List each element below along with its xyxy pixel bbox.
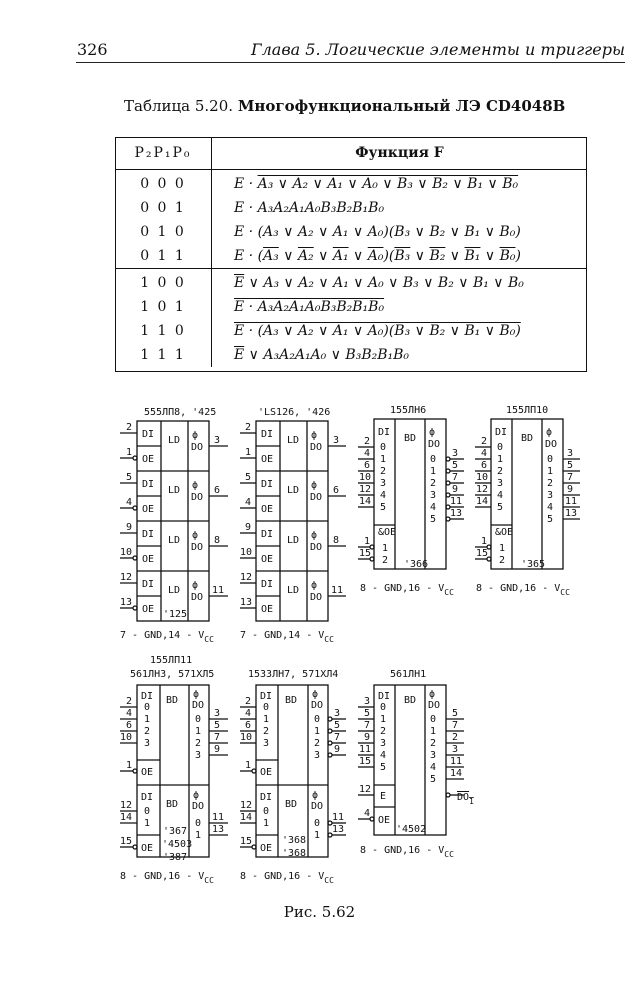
- svg-text:DI: DI: [142, 579, 155, 590]
- chip2-power: $7 - GND,14 - V_{CC}$: [240, 630, 334, 644]
- svg-text:9: 9: [452, 484, 459, 495]
- svg-text:4: 4: [380, 750, 387, 761]
- chip2-title: 'LS126, '426: [258, 407, 331, 418]
- svg-text:11: 11: [565, 496, 578, 507]
- chip5-power: $8 - GND,16 - V_{CC}$: [120, 871, 214, 885]
- svg-text:13: 13: [450, 508, 463, 519]
- svg-text:2: 2: [126, 422, 133, 433]
- svg-text:2: 2: [497, 466, 504, 477]
- svg-text:1: 1: [497, 454, 504, 465]
- chip7-note: '4502: [396, 824, 427, 835]
- svg-text:1: 1: [245, 760, 252, 771]
- svg-text:ϕ: ϕ: [312, 689, 319, 700]
- chip6-power: $8 - GND,16 - V_{CC}$: [240, 871, 334, 885]
- svg-text:10: 10: [120, 547, 133, 558]
- svg-text:5: 5: [497, 502, 504, 513]
- svg-text:ϕ: ϕ: [312, 790, 319, 801]
- svg-text:6: 6: [333, 485, 340, 496]
- svg-text:12: 12: [476, 484, 489, 495]
- svg-text:7: 7: [452, 472, 459, 483]
- svg-text:3: 3: [547, 490, 554, 501]
- table-row: [115, 343, 587, 367]
- table-row: [115, 244, 587, 269]
- svg-text:5: 5: [452, 708, 459, 719]
- table-header-row: [115, 137, 587, 170]
- svg-text:2: 2: [144, 726, 151, 737]
- chip6-note1: '368: [282, 835, 307, 846]
- svg-text:3: 3: [334, 708, 341, 719]
- svg-text:5: 5: [547, 514, 554, 525]
- svg-text:OE: OE: [261, 504, 274, 515]
- svg-text:BD: BD: [285, 799, 298, 810]
- svg-text:OE: OE: [141, 843, 154, 854]
- svg-text:9: 9: [245, 522, 252, 533]
- svg-text:1: 1: [380, 454, 387, 465]
- svg-text:12: 12: [359, 484, 372, 495]
- svg-text:13: 13: [120, 597, 133, 608]
- svg-text:6: 6: [126, 720, 133, 731]
- col-header-p: P₂P₁P₀: [115, 137, 212, 170]
- table-row: [115, 319, 587, 343]
- svg-text:3: 3: [380, 478, 387, 489]
- svg-text:11: 11: [450, 756, 463, 767]
- svg-text:11: 11: [359, 744, 372, 755]
- svg-text:DI: DI: [142, 479, 155, 490]
- svg-text:2: 2: [499, 555, 506, 566]
- svg-text:2: 2: [380, 726, 387, 737]
- svg-text:2: 2: [195, 738, 202, 749]
- table-row: [115, 196, 587, 220]
- svg-text:3: 3: [430, 490, 437, 501]
- svg-text:OE: OE: [261, 454, 274, 465]
- svg-text:15: 15: [120, 836, 133, 847]
- chip7-power: $8 - GND,16 - V_{CC}$: [360, 845, 454, 859]
- row-code: 0 1 1: [115, 244, 212, 269]
- svg-text:LD: LD: [168, 485, 181, 496]
- row-code: 1 0 0: [115, 269, 212, 296]
- svg-text:0: 0: [195, 714, 202, 725]
- svg-text:4: 4: [430, 762, 437, 773]
- svg-text:1: 1: [382, 543, 389, 554]
- svg-text:1: 1: [263, 818, 270, 829]
- chip3-title: 155ЛН6: [390, 405, 427, 416]
- chip4-power: $8 - GND,16 - V_{CC}$: [476, 583, 570, 597]
- svg-text:6: 6: [245, 720, 252, 731]
- svg-text:ϕ: ϕ: [192, 580, 199, 591]
- chip5-note3: '387: [163, 852, 188, 863]
- svg-text:ϕ: ϕ: [311, 430, 318, 441]
- svg-text:11: 11: [450, 496, 463, 507]
- svg-text:DO: DO: [310, 442, 323, 453]
- chip-561ln1: [358, 685, 464, 835]
- chip4-title: 155ЛП10: [506, 405, 549, 416]
- svg-text:14: 14: [450, 768, 463, 779]
- svg-text:4: 4: [245, 708, 252, 719]
- svg-text:2: 2: [481, 436, 488, 447]
- svg-text:8: 8: [333, 535, 340, 546]
- svg-text:DO: DO: [191, 442, 204, 453]
- svg-text:3: 3: [567, 448, 574, 459]
- svg-text:10: 10: [359, 472, 372, 483]
- svg-text:4: 4: [547, 502, 554, 513]
- svg-text:DO: DO: [310, 542, 323, 553]
- chip6-note2: '368: [282, 848, 307, 859]
- svg-text:ϕ: ϕ: [311, 580, 318, 591]
- svg-text:DO: DO: [545, 439, 558, 450]
- svg-text:BD: BD: [285, 695, 298, 706]
- svg-text:5: 5: [430, 514, 437, 525]
- svg-text:OE: OE: [261, 604, 274, 615]
- svg-text:1: 1: [499, 543, 506, 554]
- svg-text:0: 0: [430, 714, 437, 725]
- svg-text:12: 12: [240, 800, 253, 811]
- svg-text:1: 1: [314, 726, 321, 737]
- table-row: [115, 295, 587, 319]
- chip-1533ln7: [240, 685, 346, 857]
- header-rule: [76, 62, 625, 63]
- svg-text:0: 0: [144, 702, 151, 713]
- svg-text:DI: DI: [141, 691, 154, 702]
- svg-text:OE: OE: [260, 767, 273, 778]
- svg-text:BD: BD: [521, 433, 534, 444]
- svg-text:DI: DI: [260, 691, 273, 702]
- svg-text:3: 3: [430, 750, 437, 761]
- svg-text:0: 0: [263, 702, 270, 713]
- svg-text:ϕ: ϕ: [192, 480, 199, 491]
- svg-text:15: 15: [359, 756, 372, 767]
- svg-text:DO: DO: [192, 801, 205, 812]
- svg-text:2: 2: [452, 732, 459, 743]
- svg-text:7: 7: [364, 720, 371, 731]
- svg-text:DI: DI: [260, 792, 273, 803]
- svg-text:1: 1: [245, 447, 252, 458]
- svg-text:2: 2: [263, 726, 270, 737]
- svg-text:1: 1: [144, 714, 151, 725]
- svg-text:BD: BD: [404, 433, 417, 444]
- chip1-note: '125: [163, 609, 188, 620]
- chip1-title: 555ЛП8, '425: [144, 407, 217, 418]
- svg-text:5: 5: [334, 720, 341, 731]
- svg-text:1: 1: [430, 726, 437, 737]
- svg-text:BD: BD: [166, 695, 179, 706]
- svg-text:7: 7: [334, 732, 341, 743]
- svg-text:7: 7: [452, 720, 459, 731]
- chip-diagrams: [0, 395, 639, 895]
- svg-text:LD: LD: [168, 585, 181, 596]
- svg-text:3: 3: [452, 744, 459, 755]
- svg-text:1: 1: [126, 760, 133, 771]
- svg-text:12: 12: [120, 572, 133, 583]
- row-function: E · A₃A₂A₁A₀B₃B₂B₁B₀: [234, 299, 385, 315]
- svg-text:6: 6: [364, 460, 371, 471]
- svg-text:DO: DO: [192, 700, 205, 711]
- svg-text:9: 9: [567, 484, 574, 495]
- svg-text:0: 0: [497, 442, 504, 453]
- svg-text:4: 4: [126, 497, 133, 508]
- svg-text:3: 3: [497, 478, 504, 489]
- svg-text:2: 2: [364, 436, 371, 447]
- svg-text:10: 10: [240, 732, 253, 743]
- svg-text:6: 6: [214, 485, 221, 496]
- svg-text:2: 2: [430, 478, 437, 489]
- svg-text:1: 1: [430, 466, 437, 477]
- svg-text:1: 1: [126, 447, 133, 458]
- svg-text:DI: DI: [261, 429, 274, 440]
- chip5-note2: '4503: [162, 839, 193, 850]
- row-code: 0 0 1: [115, 196, 212, 220]
- svg-text:DI: DI: [261, 479, 274, 490]
- svg-text:LD: LD: [168, 535, 181, 546]
- svg-text:DI: DI: [378, 427, 391, 438]
- svg-text:OE: OE: [260, 843, 273, 854]
- svg-text:5: 5: [452, 460, 459, 471]
- svg-text:5: 5: [430, 774, 437, 785]
- svg-text:3: 3: [333, 435, 340, 446]
- svg-text:8: 8: [214, 535, 221, 546]
- svg-text:DO: DO: [428, 439, 441, 450]
- svg-text:5: 5: [380, 762, 387, 773]
- svg-text:DO: DO: [311, 801, 324, 812]
- svg-text:ϕ: ϕ: [546, 427, 553, 438]
- svg-text:10: 10: [476, 472, 489, 483]
- svg-text:3: 3: [314, 750, 321, 761]
- svg-text:OE: OE: [378, 815, 391, 826]
- row-function: E · (A₃ ∨ A₂ ∨ A₁ ∨ A₀)(B₃ ∨ B₂ ∨ B₁ ∨ B₀): [234, 248, 521, 264]
- svg-text:5: 5: [567, 460, 574, 471]
- svg-text:DI: DI: [141, 792, 154, 803]
- svg-text:DO: DO: [310, 592, 323, 603]
- svg-text:DI: DI: [142, 429, 155, 440]
- svg-text:LD: LD: [287, 535, 300, 546]
- chip5-title1: 155ЛП11: [150, 655, 193, 666]
- row-code: 0 1 0: [115, 220, 212, 244]
- svg-text:2: 2: [314, 738, 321, 749]
- svg-text:5: 5: [245, 472, 252, 483]
- svg-text:BD: BD: [166, 799, 179, 810]
- svg-text:DO: DO: [191, 542, 204, 553]
- chip6-title: 1533ЛН7, 571ХЛ4: [248, 669, 339, 680]
- row-code: 0 0 0: [115, 170, 212, 197]
- svg-text:5: 5: [126, 472, 133, 483]
- svg-text:13: 13: [565, 508, 578, 519]
- svg-text:DO: DO: [191, 492, 204, 503]
- svg-text:&OE: &OE: [495, 527, 514, 538]
- svg-text:1: 1: [364, 536, 371, 547]
- svg-text:15: 15: [476, 548, 489, 559]
- svg-text:12: 12: [120, 800, 133, 811]
- table-row: [115, 170, 587, 197]
- svg-text:14: 14: [240, 812, 253, 823]
- svg-text:DI: DI: [142, 529, 155, 540]
- svg-text:2: 2: [430, 738, 437, 749]
- svg-text:ϕ: ϕ: [429, 427, 436, 438]
- svg-text:LD: LD: [287, 435, 300, 446]
- svg-text:5: 5: [380, 502, 387, 513]
- svg-text:5: 5: [364, 708, 371, 719]
- svg-text:DO: DO: [191, 592, 204, 603]
- svg-text:6: 6: [481, 460, 488, 471]
- svg-text:DI: DI: [261, 579, 274, 590]
- svg-text:13: 13: [212, 824, 225, 835]
- svg-text:9: 9: [334, 744, 341, 755]
- chip1-power: $7 - GND,14 - V_{CC}$: [120, 630, 214, 644]
- svg-text:14: 14: [476, 496, 489, 507]
- svg-text:5: 5: [214, 720, 221, 731]
- svg-text:1: 1: [380, 714, 387, 725]
- svg-text:0: 0: [314, 714, 321, 725]
- svg-text:OE: OE: [142, 604, 155, 615]
- row-code: 1 1 1: [115, 343, 212, 367]
- svg-text:7: 7: [567, 472, 574, 483]
- svg-text:3: 3: [364, 696, 371, 707]
- svg-text:0: 0: [380, 702, 387, 713]
- svg-text:4: 4: [364, 808, 371, 819]
- svg-text:ϕ: ϕ: [193, 790, 200, 801]
- svg-text:ϕ: ϕ: [311, 530, 318, 541]
- figure-caption: Рис. 5.62: [283, 903, 356, 921]
- svg-text:4: 4: [126, 708, 133, 719]
- row-function: $\overline{E}$ ∨ A₃A₂A₁A₀ ∨ B₃B₂B₁B₀: [234, 347, 410, 363]
- svg-text:3: 3: [380, 738, 387, 749]
- svg-text:0: 0: [314, 818, 321, 829]
- svg-text:OE: OE: [141, 767, 154, 778]
- svg-text:3: 3: [214, 435, 221, 446]
- svg-text:&OE: &OE: [378, 527, 397, 538]
- svg-text:OE: OE: [142, 454, 155, 465]
- svg-text:9: 9: [214, 744, 221, 755]
- svg-text:11: 11: [212, 585, 225, 596]
- chip7-title: 561ЛН1: [390, 669, 427, 680]
- svg-text:10: 10: [120, 732, 133, 743]
- svg-text:ϕ: ϕ: [193, 689, 200, 700]
- chip4-note: '365: [521, 559, 546, 570]
- svg-text:3: 3: [195, 750, 202, 761]
- svg-text:9: 9: [364, 732, 371, 743]
- svg-text:3: 3: [452, 448, 459, 459]
- svg-text:11: 11: [332, 812, 345, 823]
- svg-text:1: 1: [547, 466, 554, 477]
- svg-text:0: 0: [195, 818, 202, 829]
- svg-text:ϕ: ϕ: [192, 430, 199, 441]
- svg-text:11: 11: [331, 585, 344, 596]
- svg-text:BD: BD: [404, 695, 417, 706]
- chip7-do-label: $DO_1$: [457, 792, 474, 806]
- svg-text:2: 2: [126, 696, 133, 707]
- svg-text:OE: OE: [142, 504, 155, 515]
- svg-text:11: 11: [212, 812, 225, 823]
- col-header-f: Функция F: [355, 145, 444, 161]
- row-function: $\overline{E}$ ∨ A₃ ∨ A₂ ∨ A₁ ∨ A₀ ∨ B₃ ∨ B₂ ∨ B₁ ∨ B₀: [212, 269, 588, 296]
- svg-text:DO: DO: [310, 492, 323, 503]
- svg-text:15: 15: [359, 548, 372, 559]
- svg-text:1: 1: [481, 536, 488, 547]
- svg-text:2: 2: [245, 696, 252, 707]
- svg-text:4: 4: [245, 497, 252, 508]
- svg-text:E: E: [380, 791, 387, 802]
- svg-text:12: 12: [240, 572, 253, 583]
- svg-text:1: 1: [195, 726, 202, 737]
- svg-text:14: 14: [359, 496, 372, 507]
- table-caption-prefix: Таблица 5.20.: [124, 97, 234, 115]
- row-code: 1 1 0: [115, 319, 212, 343]
- svg-text:10: 10: [240, 547, 253, 558]
- svg-text:1: 1: [195, 830, 202, 841]
- row-function: E · A₃ ∨ A₂ ∨ A₁ ∨ A₀ ∨ B₃ ∨ B₂ ∨ B₁ ∨ B₀: [212, 170, 588, 197]
- svg-text:2: 2: [382, 555, 389, 566]
- page-number: 326: [77, 40, 108, 59]
- svg-text:13: 13: [332, 824, 345, 835]
- svg-text:ϕ: ϕ: [192, 530, 199, 541]
- function-table: [115, 137, 587, 367]
- svg-text:14: 14: [120, 812, 133, 823]
- svg-text:1: 1: [314, 830, 321, 841]
- svg-text:4: 4: [430, 502, 437, 513]
- chip3-power: $8 - GND,16 - V_{CC}$: [360, 583, 454, 597]
- svg-text:2: 2: [380, 466, 387, 477]
- svg-text:ϕ: ϕ: [311, 480, 318, 491]
- table-row: [115, 269, 587, 296]
- svg-text:2: 2: [245, 422, 252, 433]
- svg-text:0: 0: [263, 806, 270, 817]
- svg-text:DI: DI: [378, 691, 391, 702]
- svg-text:3: 3: [214, 708, 221, 719]
- chip5-title2: 561ЛН3, 571ХЛ5: [130, 669, 215, 680]
- running-head: Глава 5. Логические элементы и триггеры: [251, 40, 625, 59]
- svg-text:3: 3: [263, 738, 270, 749]
- row-function: E · A₃A₂A₁A₀B₃B₂B₁B₀: [234, 200, 385, 216]
- table-caption: [124, 97, 565, 115]
- svg-text:4: 4: [481, 448, 488, 459]
- svg-text:LD: LD: [168, 435, 181, 446]
- svg-text:0: 0: [430, 454, 437, 465]
- svg-text:4: 4: [364, 448, 371, 459]
- chip5-note1: '367: [163, 826, 188, 837]
- svg-text:OE: OE: [261, 554, 274, 565]
- svg-text:1: 1: [144, 818, 151, 829]
- svg-text:9: 9: [126, 522, 133, 533]
- svg-text:4: 4: [497, 490, 504, 501]
- table-row: [115, 220, 587, 244]
- svg-text:2: 2: [547, 478, 554, 489]
- svg-text:0: 0: [380, 442, 387, 453]
- svg-text:1: 1: [263, 714, 270, 725]
- svg-text:15: 15: [240, 836, 253, 847]
- svg-text:DI: DI: [261, 529, 274, 540]
- svg-text:DO: DO: [311, 700, 324, 711]
- svg-text:ϕ: ϕ: [429, 689, 436, 700]
- svg-text:0: 0: [547, 454, 554, 465]
- row-function: E · (A₃ ∨ A₂ ∨ A₁ ∨ A₀)(B₃ ∨ B₂ ∨ B₁ ∨ B₀): [234, 323, 521, 339]
- table-caption-title: Многофункциональный ЛЭ CD4048B: [237, 97, 566, 115]
- svg-text:DO: DO: [428, 700, 441, 711]
- svg-text:13: 13: [240, 597, 253, 608]
- svg-text:LD: LD: [287, 585, 300, 596]
- chip3-note: '366: [404, 559, 429, 570]
- svg-text:OE: OE: [142, 554, 155, 565]
- svg-text:0: 0: [144, 806, 151, 817]
- svg-text:3: 3: [144, 738, 151, 749]
- svg-text:LD: LD: [287, 485, 300, 496]
- row-function: E · (A₃ ∨ A₂ ∨ A₁ ∨ A₀)(B₃ ∨ B₂ ∨ B₁ ∨ B₀): [234, 224, 521, 240]
- svg-text:7: 7: [214, 732, 221, 743]
- svg-text:DI: DI: [495, 427, 508, 438]
- row-code: 1 0 1: [115, 295, 212, 319]
- svg-text:4: 4: [380, 490, 387, 501]
- svg-text:12: 12: [359, 784, 372, 795]
